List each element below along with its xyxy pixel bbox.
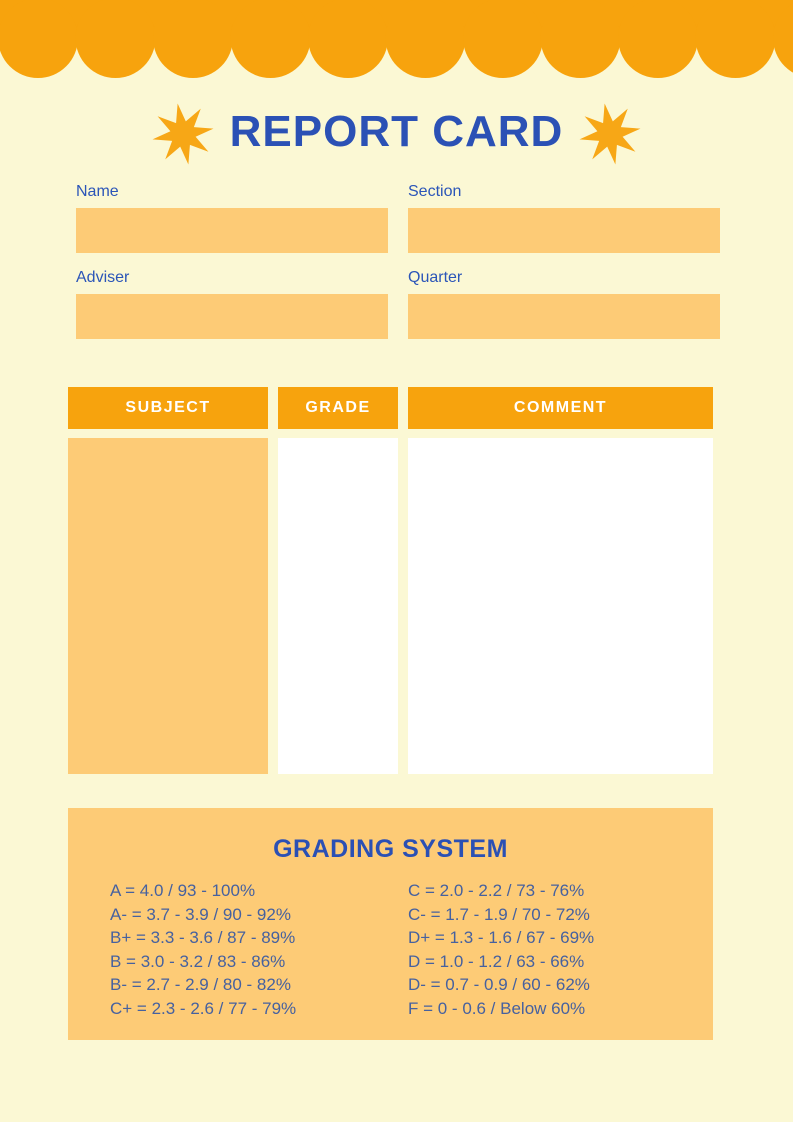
quarter-field-group bbox=[408, 269, 720, 339]
name-field-label: Name bbox=[76, 183, 119, 200]
comment-column-cell[interactable] bbox=[408, 438, 713, 774]
name-field-group bbox=[76, 183, 388, 253]
grading-system-title: GRADING SYSTEM bbox=[273, 835, 508, 863]
section-field-group bbox=[408, 183, 720, 253]
adviser-field-label: Adviser bbox=[76, 269, 130, 286]
grading-scale-entry: D+ = 1.3 - 1.6 / 67 - 69% bbox=[408, 928, 595, 947]
grading-scale-entry: F = 0 - 0.6 / Below 60% bbox=[408, 998, 586, 1018]
grades-table-header bbox=[68, 387, 713, 429]
quarter-field[interactable] bbox=[408, 294, 720, 339]
student-info-form bbox=[76, 183, 793, 339]
name-field[interactable] bbox=[76, 208, 388, 253]
grading-scale-entry: B = 3.0 - 3.2 / 83 - 86% bbox=[110, 951, 286, 971]
title-row bbox=[0, 98, 793, 170]
grading-scale-entry: D- = 0.7 - 0.9 / 60 - 62% bbox=[408, 975, 590, 994]
grade-column-cell[interactable] bbox=[278, 438, 398, 774]
grades-table bbox=[68, 387, 713, 774]
page-title: REPORT CARD bbox=[229, 107, 564, 156]
adviser-field[interactable] bbox=[76, 294, 388, 339]
grading-system-columns bbox=[68, 879, 713, 1020]
grading-scale-entry: B+ = 3.3 - 3.6 / 87 - 89% bbox=[110, 928, 296, 947]
grading-scale-entry: C- = 1.7 - 1.9 / 70 - 72% bbox=[408, 904, 590, 924]
column-header-comment: COMMENT bbox=[408, 387, 713, 429]
grades-table-body bbox=[68, 438, 713, 774]
section-field-label: Section bbox=[408, 183, 462, 200]
starburst-icon bbox=[152, 101, 214, 167]
grading-scale-entry: C = 2.0 - 2.2 / 73 - 76% bbox=[408, 881, 585, 900]
adviser-field-group bbox=[76, 269, 388, 339]
scalloped-border bbox=[0, 0, 793, 82]
column-header-subject: SUBJECT bbox=[68, 387, 268, 429]
section-field[interactable] bbox=[408, 208, 720, 253]
grading-scale-right-column bbox=[408, 879, 706, 1020]
grading-scale-entry: B- = 2.7 - 2.9 / 80 - 82% bbox=[110, 975, 291, 994]
grading-scale-entry: A = 4.0 / 93 - 100% bbox=[110, 881, 256, 900]
column-header-grade: GRADE bbox=[278, 387, 398, 429]
subject-column-cell[interactable] bbox=[68, 438, 268, 774]
grading-scale-entry: C+ = 2.3 - 2.6 / 77 - 79% bbox=[110, 998, 297, 1018]
grading-scale-left-column bbox=[110, 879, 408, 1020]
grading-system-panel bbox=[68, 808, 713, 1040]
grading-scale-entry: A- = 3.7 - 3.9 / 90 - 92% bbox=[110, 904, 291, 924]
quarter-field-label: Quarter bbox=[408, 269, 463, 286]
grading-scale-entry: D = 1.0 - 1.2 / 63 - 66% bbox=[408, 951, 585, 971]
starburst-icon bbox=[579, 101, 641, 167]
